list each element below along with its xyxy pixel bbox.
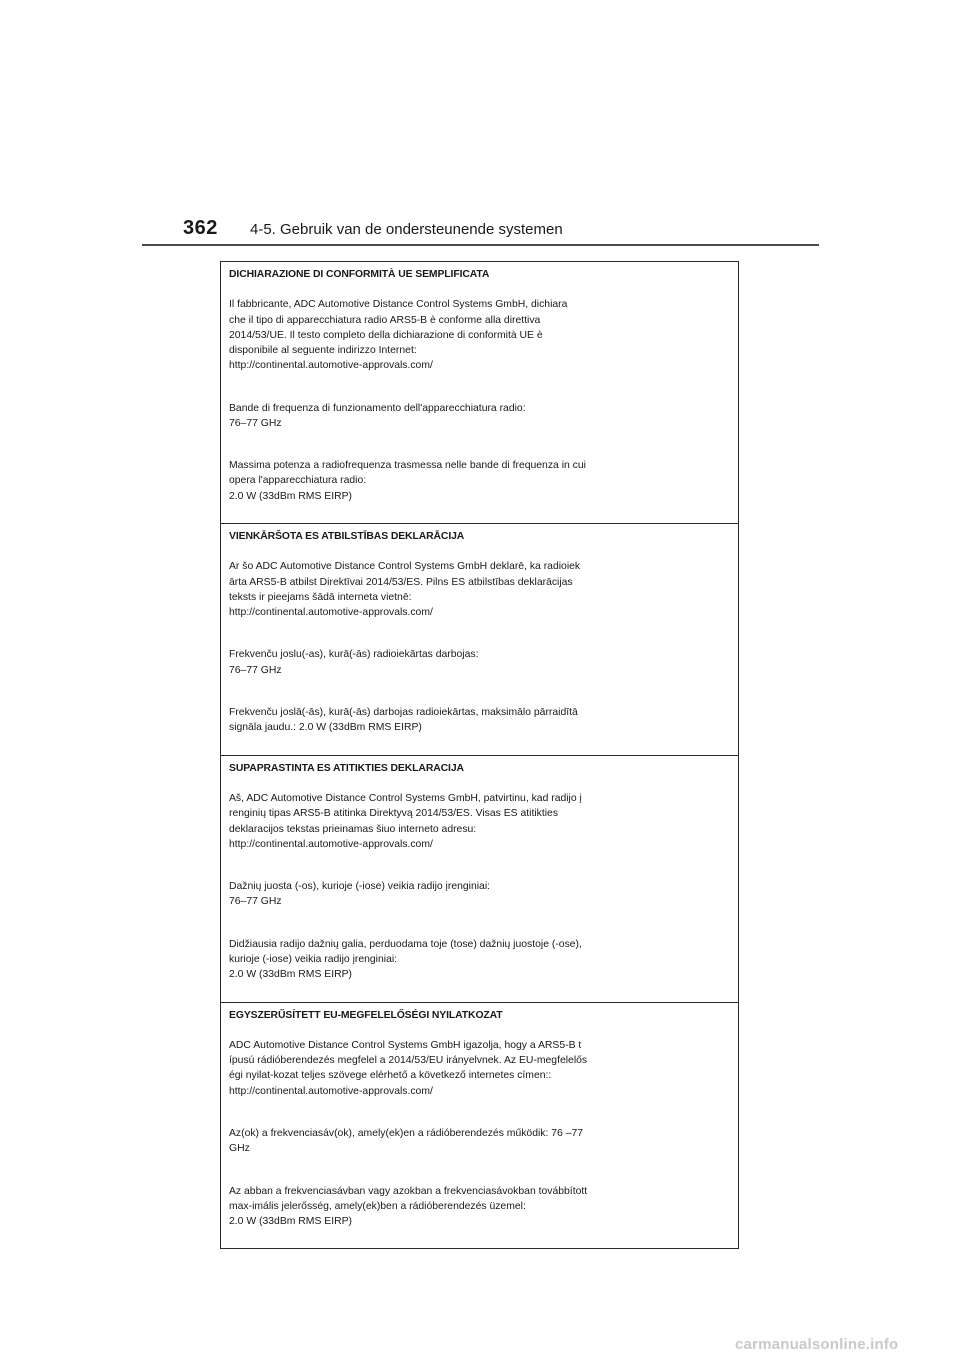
declaration-body: [229, 1023, 730, 1245]
page-header: [0, 0, 960, 250]
declaration-paragraph: Massima potenza a radiofrequenza trasmessa nelle bande di frequenza in cui opera l'apparecchiatura radio: 2.0 W (33dBm RMS EIRP): [229, 460, 586, 502]
declaration-paragraph: Aš, ADC Automotive Distance Control Systems GmbH, patvirtinu, kad radijo į renginių tipas ARS5-B atitinka Direktyvą 2014/53/ES. Visas ES atitikties deklaracijos tekstas prieinamas šiuo interneto adresu: http://continental.automotive-approvals.com/: [229, 793, 582, 850]
declaration-heading: DICHIARAZIONE DI CONFORMITÀ UE SEMPLIFICATA: [229, 269, 490, 280]
declaration-paragraph: Frekvenču joslā(-ās), kurā(-ās) darbojas radioiekārtas, maksimālo pārraidītā signāla jaudu.: 2.0 W (33dBm RMS EIRP): [229, 707, 578, 734]
declaration-heading: EGYSZERŰSÍTETT EU-MEGFELELŐSÉGI NYILATKOZAT: [229, 1009, 503, 1021]
page-number: 362: [183, 217, 218, 239]
site-watermark: carmanualsonline.info: [735, 1336, 899, 1353]
declaration-paragraph: Didžiausia radijo dažnių galia, perduodama toje (tose) dažnių juostoje (-ose), kurioje (-iose) veikia radijo įrenginiai: 2.0 W (33dBm RMS EIRP): [229, 938, 582, 981]
declaration-body: [229, 776, 730, 998]
declaration-hungarian: [221, 1003, 738, 1249]
declaration-paragraph: Il fabbricante, ADC Automotive Distance Control Systems GmbH, dichiara che il tipo di apparecchiatura radio ARS5-B è conforme alla direttiva 2014/53/UE. Il testo completo della dichiarazione di conformità UE è disponibile al seguente indirizzo Internet: http://continental.automotive-approvals.com/: [229, 299, 568, 372]
section-title: 4-5. Gebruik van de ondersteunende systemen: [250, 221, 563, 238]
declaration-paragraph: Ar šo ADC Automotive Distance Control Systems GmbH deklarē, ka radioiek ārta ARS5-B atbilst Direktīvai 2014/53/ES. Pilns ES atbilstības deklarācijas teksts ir pieejams šādā interneta vietnē: http://continental.automotive-approvals.com/: [229, 561, 581, 619]
declaration-heading: VIENKĀRŠOTA ES ATBILSTĪBAS DEKLARĀCIJA: [229, 531, 465, 543]
declaration-paragraph: Az(ok) a frekvenciasáv(ok), amely(ek)en a rádióberendezés működik: 76 –77 GHz: [229, 1127, 584, 1155]
declaration-body: [229, 544, 730, 750]
declaration-lithuanian: [221, 756, 738, 1003]
declaration-heading: SUPAPRASTINTA ES ATITIKTIES DEKLARACIJA: [229, 762, 464, 774]
declaration-latvian: [221, 524, 738, 756]
declaration-paragraph: Bande di frequenza di funzionamento dell'apparecchiatura radio: 76–77 GHz: [229, 402, 526, 429]
declaration-paragraph: Az abban a frekvenciasávban vagy azokban a frekvenciasávokban továbbított max-imális jelerősség, amely(ek)ben a rádióberendezés üzemel: 2.0 W (33dBm RMS EIRP): [229, 1185, 588, 1227]
declaration-paragraph: Frekvenču joslu(-as), kurā(-ās) radioiekārtas darbojas: 76–77 GHz: [229, 649, 479, 676]
declaration-body: [229, 282, 730, 519]
header-divider: [142, 244, 819, 246]
declaration-paragraph: ADC Automotive Distance Control Systems GmbH igazolja, hogy a ARS5-B t ípusú rádióberendezés megfelel a 2014/53/EU irányelvnek. Az EU-megfelelős égi nyilat-kozat teljes szövege elérhető a következő internetes címen:: http://continental.automotive-approvals.com/: [229, 1039, 588, 1097]
declaration-box: [220, 261, 739, 1249]
declaration-paragraph: Dažnių juosta (-os), kurioje (-iose) veikia radijo įrenginiai: 76–77 GHz: [229, 881, 491, 908]
declaration-italian: [221, 262, 738, 524]
